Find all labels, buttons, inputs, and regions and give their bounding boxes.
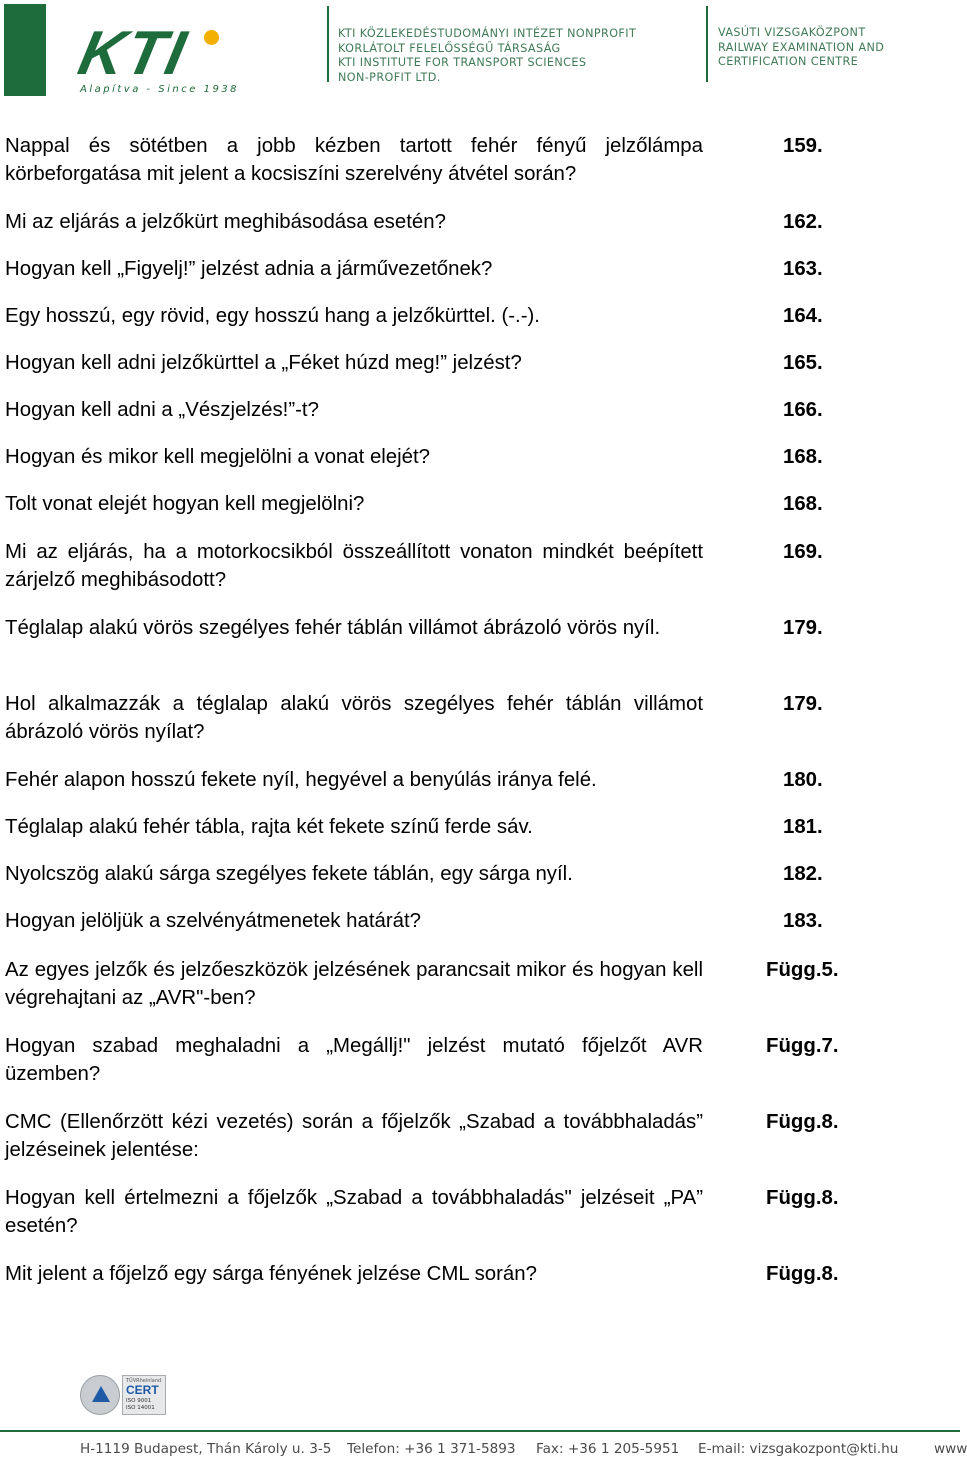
iso-list [126, 1398, 155, 1411]
entry-page: 182. [783, 863, 823, 885]
logo-subtitle: Alapítva - Since 1938 [80, 84, 240, 95]
footer-phone: Telefon: +36 1 371-5893 [347, 1441, 516, 1457]
header-divider [706, 6, 708, 82]
entry-question: CMC (Ellenőrzött kézi vezetés) során a főjelzők „Szabad a továbbhaladás” jelzéseinek jelentése: [5, 1111, 703, 1161]
footer-website[interactable]: www [934, 1441, 967, 1457]
entry-page: Függ.8. [766, 1263, 839, 1285]
kti-logo: KTI [72, 19, 194, 88]
entry-page: 180. [783, 769, 823, 791]
centre-line: CERTIFICATION CENTRE [718, 55, 859, 68]
entry-page: Függ.8. [766, 1187, 839, 1209]
entry-page: 168. [783, 493, 823, 515]
centre-line: VASÚTI VIZSGAKÖZPONT [718, 26, 866, 39]
page-header [0, 0, 960, 110]
entry-page: 168. [783, 446, 823, 468]
entry-page: 181. [783, 816, 823, 838]
entry-page: Függ.7. [766, 1035, 839, 1057]
entry-question: Téglalap alakú fehér tábla, rajta két fekete színű ferde sáv. [5, 816, 533, 838]
institute-line: KTI KÖZLEKEDÉSTUDOMÁNYI INTÉZET NONPROFIT [338, 27, 637, 40]
institute-name [338, 27, 636, 85]
entry-page: 159. [783, 135, 823, 157]
entry-question: Téglalap alakú vörös szegélyes fehér táblán villámot ábrázoló vörös nyíl. [5, 617, 661, 639]
footer-address: H-1119 Budapest, Thán Károly u. 3-5 [80, 1441, 332, 1457]
entry-question: Hol alkalmazzák a téglalap alakú vörös szegélyes fehér táblán villámot ábrázoló vörös nyílat? [5, 693, 703, 743]
entry-page: 183. [783, 910, 823, 932]
certification-badge [80, 1375, 166, 1415]
entry-page: 162. [783, 211, 823, 233]
entry-question: Hogyan szabad meghaladni a „Megállj!" jelzést mutató főjelzőt AVR üzemben? [5, 1035, 703, 1085]
cert-label: CERT [126, 1383, 159, 1397]
footer-divider [0, 1430, 960, 1432]
footer-fax: Fax: +36 1 205-5951 [536, 1441, 680, 1457]
entry-page: 165. [783, 352, 823, 374]
entry-page: 164. [783, 305, 823, 327]
entry-question: Fehér alapon hosszú fekete nyíl, hegyével a benyúlás iránya felé. [5, 769, 597, 791]
entry-question: Hogyan kell adni a „Vészjelzés!”-t? [5, 399, 319, 421]
cert-seal-icon [80, 1375, 120, 1415]
entry-question: Nyolcszög alakú sárga szegélyes fekete táblán, egy sárga nyíl. [5, 863, 573, 885]
entry-question: Mi az eljárás a jelzőkürt meghibásodása esetén? [5, 211, 446, 233]
entry-question: Mit jelent a főjelző egy sárga fényének jelzése CML során? [5, 1263, 537, 1285]
entry-question: Hogyan kell értelmezni a főjelzők „Szabad a továbbhaladás" jelzéseit „PA” esetén? [5, 1187, 703, 1237]
entry-page: 169. [783, 541, 823, 563]
entry-question: Az egyes jelzők és jelzőeszközök jelzésének parancsait mikor és hogyan kell végrehajtani az „AVR"-ben? [5, 959, 703, 1009]
iso-line: ISO 9001 [126, 1398, 152, 1404]
entry-page: 179. [783, 617, 823, 639]
entry-question: Hogyan kell adni jelzőkürttel a „Féket húzd meg!” jelzést? [5, 352, 522, 374]
footer-email[interactable]: E-mail: vizsgakozpont@kti.hu [698, 1441, 899, 1457]
institute-line: NON-PROFIT LTD. [338, 70, 441, 84]
entry-question: Hogyan jelöljük a szelvényátmenetek határát? [5, 910, 421, 932]
entry-question: Egy hosszú, egy rövid, egy hosszú hang a jelzőkürttel. (-.-). [5, 305, 540, 327]
centre-name [718, 26, 884, 70]
tuv-cert-logo [122, 1375, 166, 1415]
institute-line: KTI INSTITUTE FOR TRANSPORT SCIENCES [338, 56, 587, 69]
header-divider [327, 6, 329, 82]
triangle-icon [92, 1386, 110, 1402]
entry-question: Mi az eljárás, ha a motorkocsikból összeállított vonaton mindkét beépített zárjelző meghibásodott? [5, 541, 703, 591]
entry-page: Függ.5. [766, 959, 839, 981]
entry-question: Hogyan kell „Figyelj!” jelzést adnia a járművezetőnek? [5, 258, 493, 280]
institute-line: KORLÁTOLT FELELŐSSÉGŰ TÁRSASÁG [338, 41, 561, 55]
entry-page: 179. [783, 693, 823, 715]
entry-question: Hogyan és mikor kell megjelölni a vonat elejét? [5, 446, 431, 468]
tuv-label: TÜVRheinland [126, 1378, 162, 1384]
entry-question: Tolt vonat elejét hogyan kell megjelölni? [5, 493, 365, 515]
centre-line: RAILWAY EXAMINATION AND [718, 40, 885, 54]
iso-line: ISO 14001 [126, 1404, 155, 1411]
brand-color-block [4, 4, 46, 96]
entry-page: 166. [783, 399, 823, 421]
entry-page: Függ.8. [766, 1111, 839, 1133]
entry-page: 163. [783, 258, 823, 280]
entry-question: Nappal és sötétben a jobb kézben tartott fehér fényű jelzőlámpa körbeforgatása mit jelent a kocsiszíni szerelvény átvétel során? [5, 135, 703, 185]
logo-sun-dot-icon [204, 30, 219, 45]
